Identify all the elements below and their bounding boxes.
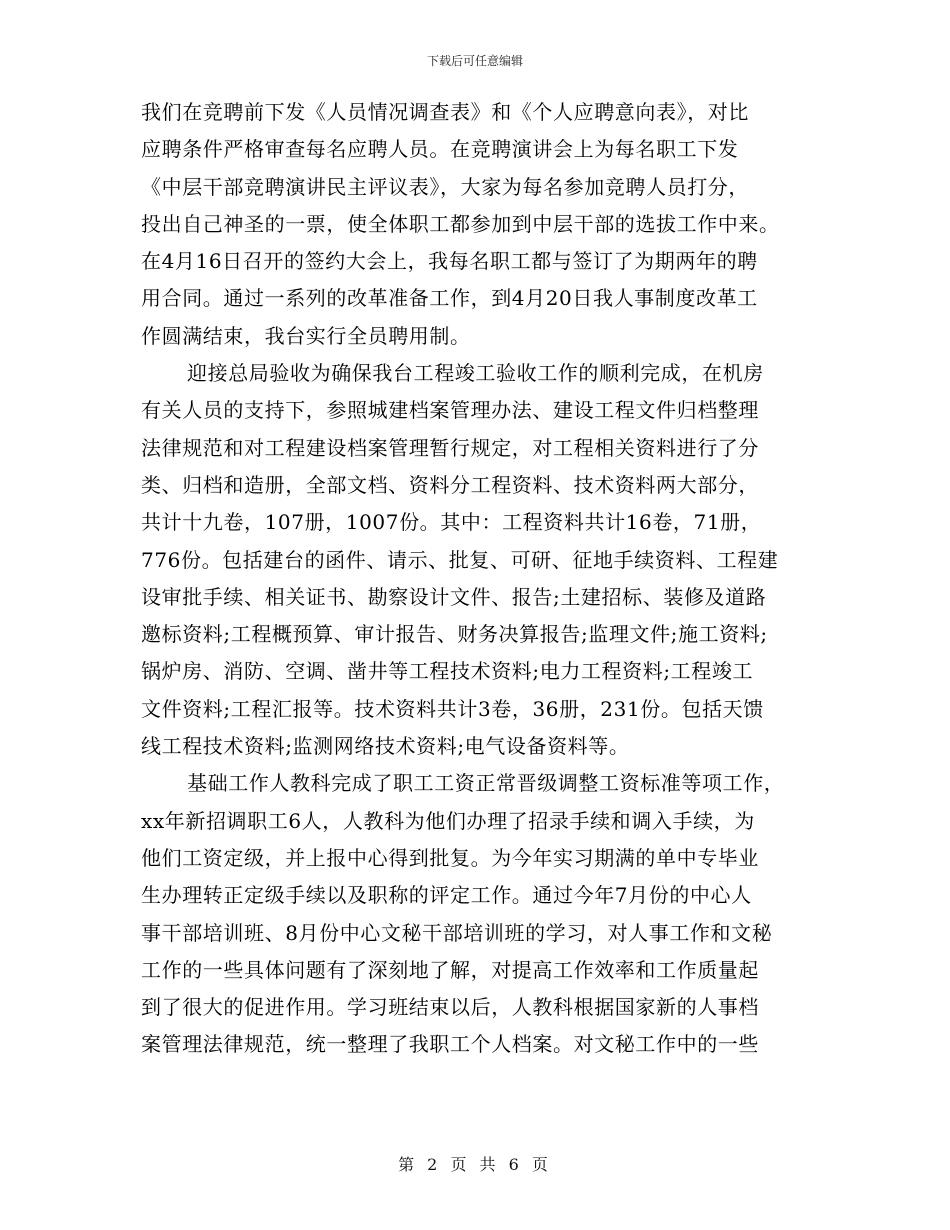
text-line: 投出自己神圣的一票，使全体职工都参加到中层干部的选拔工作中来。 (141, 211, 780, 236)
document-body (141, 94, 813, 1064)
text-line: 设审批手续、相关证书、勘察设计文件、报告;土建招标、装修及道路 (141, 584, 767, 609)
text-line: 《中层干部竞聘演讲民主评议表》，大家为每名参加竞聘人员打分， (141, 174, 749, 199)
text-line: 用合同。通过一系列的改革准备工作，到4月20日我人事制度改革工 (141, 286, 758, 311)
text-line: 文件资料;工程汇报等。技术资料共计3卷，36册，231份。包括天馈 (141, 696, 764, 721)
page-number: 第 2 页 共 6 页 (398, 1155, 552, 1174)
text-line: 锅炉房、消防、空调、凿井等工程技术资料;电力工程资料;工程竣工 (141, 659, 754, 684)
text-line: 线工程技术资料;监测网络技术资料;电气设备资料等。 (141, 734, 630, 759)
text-line: 类、归档和造册，全部文档、资料分工程资料、技术资料两大部分， (141, 472, 759, 497)
text-line: 迎接总局验收为确保我台工程竣工验收工作的顺利完成，在机房 (187, 361, 764, 386)
text-line: 基础工作人教科完成了职工工资正常晋级调整工资标准等项工作， (187, 771, 785, 796)
text-line: 案管理法律规范，统一整理了我职工个人档案。对文秘工作中的一些 (141, 1032, 759, 1057)
paragraph-3 (141, 765, 813, 1063)
paragraph-2 (141, 355, 813, 765)
text-line: xx年新招调职工6人，人教科为他们办理了招录手续和调入手续，为 (141, 808, 755, 833)
text-line: 到了很大的促进作用。学习班结束以后，人教科根据国家新的人事档 (141, 995, 759, 1020)
page-header: 下载后可任意编辑 (426, 54, 523, 68)
text-line: 生办理转正定级手续以及职称的评定工作。通过今年7月份的中心人 (141, 883, 752, 908)
text-line: 有关人员的支持下，参照城建档案管理办法、建设工程文件归档整理 (141, 398, 759, 423)
text-line: 在4月16日召开的签约大会上，我每名职工都与签订了为期两年的聘 (141, 249, 758, 274)
text-line: 应聘条件严格审查每名应聘人员。在竞聘演讲会上为每名职工下发 (141, 137, 739, 162)
text-line: 法律规范和对工程建设档案管理暂行规定，对工程相关资料进行了分 (141, 435, 759, 460)
text-line: 我们在竞聘前下发《人员情况调查表》和《个人应聘意向表》，对比 (141, 100, 749, 124)
text-line: 事干部培训班、8月份中心文秘干部培训班的学习，对人事工作和文秘 (141, 920, 773, 945)
text-line: 工作的一些具体问题有了深刻地了解，对提高工作效率和工作质量起 (141, 957, 759, 982)
text-line: 邀标资料;工程概预算、审计报告、财务决算报告;监理文件;施工资料; (141, 622, 768, 647)
text-line: 共计十九卷，107册，1007份。其中：工程资料共计16卷，71册， (141, 510, 762, 535)
paragraph-1 (141, 94, 813, 355)
text-line: 776份。包括建台的函件、请示、批复、可研、征地手续资料、工程建 (141, 547, 779, 572)
text-line: 他们工资定级，并上报中心得到批复。为今年实习期满的单中专毕业 (141, 845, 759, 870)
text-line: 作圆满结束，我台实行全员聘用制。 (141, 323, 471, 348)
